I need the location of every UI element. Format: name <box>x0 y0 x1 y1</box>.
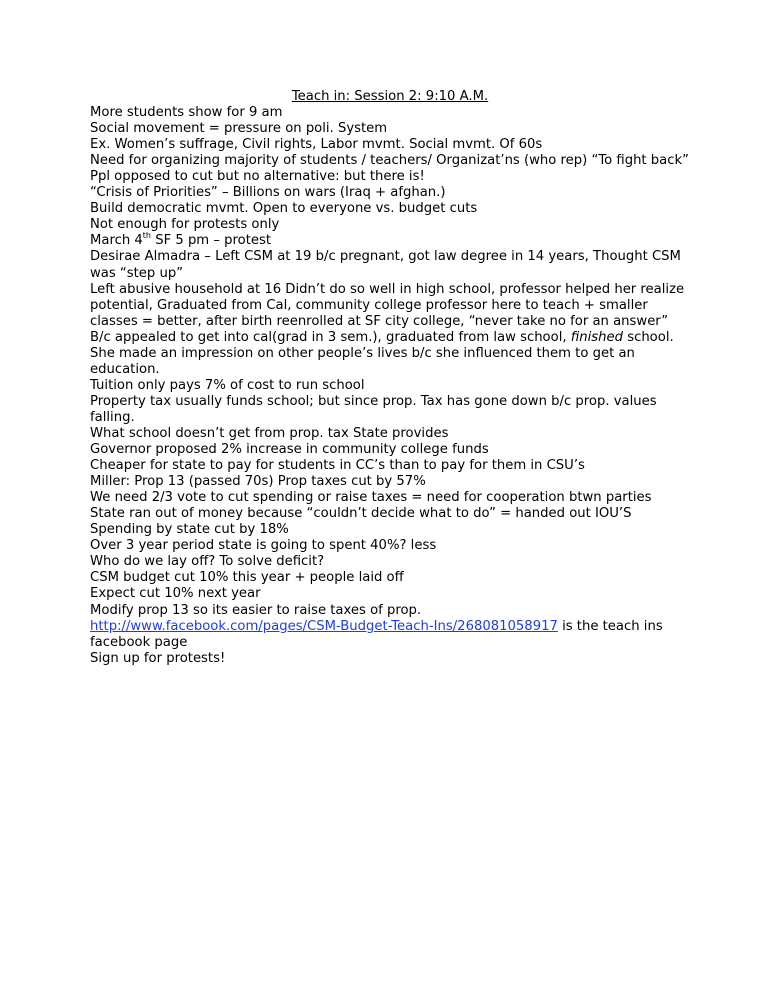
note-line: Spending by state cut by 18% <box>90 522 289 538</box>
note-line: We need 2/3 vote to cut spending or raise taxes = need for cooperation btwn parties <box>90 490 652 506</box>
superscript-th: th <box>142 231 152 241</box>
note-line: Over 3 year period state is going to spent 40%? less <box>90 538 437 554</box>
note-line: “Crisis of Priorities” – Billions on wars (Iraq + afghan.) <box>90 185 446 201</box>
note-line: More students show for 9 am <box>90 105 283 121</box>
italic-word: finished <box>570 329 624 345</box>
note-line: Need for organizing majority of students / teachers/ Organizat’ns (who rep) “To fight back” <box>90 153 689 169</box>
page-title: Teach in: Session 2: 9:10 A.M. <box>291 89 489 104</box>
march-text: March 4 <box>90 233 143 249</box>
note-line: Ppl opposed to cut but no alternative: but there is! <box>90 169 425 185</box>
note-line: Cheaper for state to pay for students in CC’s than to pay for them in CSU’s <box>90 458 585 474</box>
paragraph-text-rest: school. She made an impression on other people’s lives b/c she influenced them to get an education. <box>90 329 674 377</box>
closing-line: Sign up for protests! <box>90 650 226 666</box>
note-line: Who do we lay off? To solve deficit? <box>90 554 325 570</box>
note-line-march <box>90 233 690 249</box>
note-line: Miller: Prop 13 (passed 70s) Prop taxes cut by 57% <box>90 474 426 490</box>
note-line: Modify prop 13 so its easier to raise taxes of prop. <box>90 602 422 618</box>
note-line: Social movement = pressure on poli. System <box>90 121 388 137</box>
notes-body <box>90 89 690 667</box>
note-line: Expect cut 10% next year <box>90 586 261 602</box>
note-line: Ex. Women’s suffrage, Civil rights, Labor mvmt. Social mvmt. Of 60s <box>90 137 543 153</box>
note-line: Desirae Almadra – Left CSM at 19 b/c pregnant, got law degree in 14 years, Thought CSM was “step up” <box>90 249 681 281</box>
note-line: CSM budget cut 10% this year + people laid off <box>90 570 404 586</box>
note-line: Not enough for protests only <box>90 217 280 233</box>
note-line: Tuition only pays 7% of cost to run school <box>90 377 365 393</box>
note-line: Property tax usually funds school; but since prop. Tax has gone down b/c prop. values falling. <box>90 393 657 425</box>
march-text-rest: SF 5 pm – protest <box>151 233 272 249</box>
note-line: State ran out of money because “couldn’t decide what to do” = handed out IOU’S <box>90 506 632 522</box>
note-paragraph <box>90 282 690 378</box>
paragraph-text: Left abusive household at 16 Didn’t do so well in high school, professor helped her realize potential, Graduated from Cal, community college professor here to teach + smaller classes = better, after birth reenrolled at SF city college, “never take no for an answer” B/c appealed to get into cal(grad in 3 sem.), graduated from law school, <box>90 281 685 345</box>
note-line: Governor proposed 2% increase in community college funds <box>90 442 489 458</box>
link-suffix-text: is the teach ins facebook page <box>90 618 663 650</box>
facebook-page-link[interactable]: http://www.facebook.com/pages/CSM-Budget-Teach-Ins/268081058917 <box>90 618 558 634</box>
note-line-link <box>90 619 690 651</box>
note-line: What school doesn’t get from prop. tax State provides <box>90 425 449 441</box>
note-line: Build democratic mvmt. Open to everyone vs. budget cuts <box>90 201 478 217</box>
